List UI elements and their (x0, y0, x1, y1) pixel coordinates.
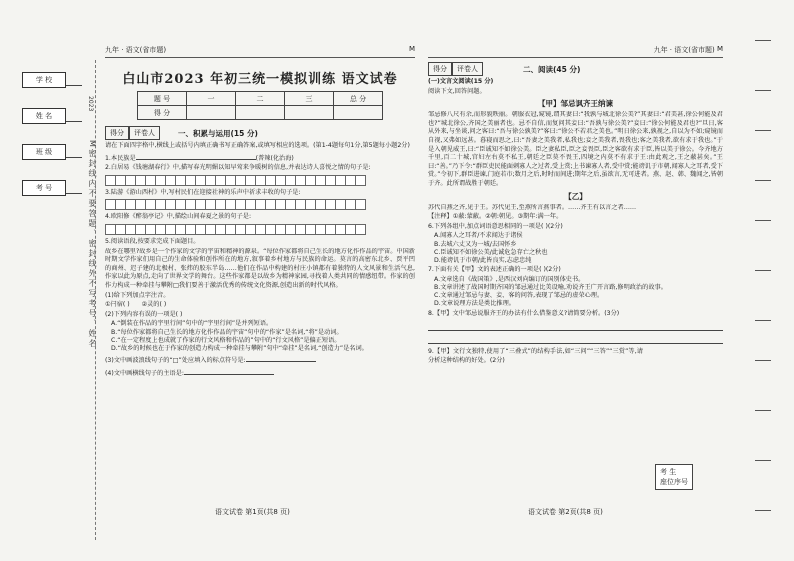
question-8: 8.【甲】文中邹忌说服齐王的办法有什么借鉴意义?请简要分析。(3分) (428, 309, 620, 317)
part-1-instructions: 阅读下文,回答问题。 (428, 87, 486, 95)
school-label: 学 校 (22, 72, 66, 88)
question-2: 2.白居易《钱塘湖春行》中,描写春光明媚以知早莺来争暖树的信息,并表达诗人喜悦之情的句子是: (105, 164, 371, 172)
q7-option-a: A.文章选自《战国策》,是西汉刘向编订的国别体史书。 (434, 275, 585, 283)
q6-option-b: B.去城六丈又为一城/去国怀乡 (434, 240, 517, 248)
option-d: D.“故乡的时候也在于作家的创造力构成一种牵挂与攀附”句中“牵挂”是名词,“创造力”是名词。 (111, 344, 368, 352)
score-table: 题 号 一 二 三 总 分 得 分 (137, 91, 383, 120)
class-label: 班 级 (22, 144, 66, 160)
answer-line[interactable] (428, 320, 723, 331)
part-1-heading: (一)文言文阅读(15 分) (428, 78, 494, 85)
seal-text: M密封线内不要答题、密封线外不写考号、姓名 (88, 140, 97, 349)
yi-title: 【乙】 (564, 191, 587, 201)
page-title: 白山市2023 年初三统一模拟训练 语文试卷 (122, 72, 398, 87)
exam-number-field[interactable] (22, 180, 82, 196)
question-7: 7.下面有关【甲】文的表述正确的一项是( )(2分) (428, 266, 561, 274)
section-2-heading: 二、阅读(45 分) (523, 64, 581, 74)
seat-number-box[interactable]: 考 生 座位序号 (655, 464, 693, 490)
question-4: 4.欧阳修《醉翁亭记》中,描绘山间春夏之景的句子是: (105, 213, 252, 221)
grader-box: 得分 评卷人 一、积累与运用(15 分) (105, 126, 415, 140)
option-b: B.“每位作家都将自己生长的地方化作作品的宇宙”句中的“作家”是名词,“将”是动词。 (111, 328, 343, 336)
question-5: 5.阅读语段,按要求完成下面题目。 (105, 237, 200, 245)
grader-box: 得分 评卷人 二、阅读(45 分) (428, 62, 723, 76)
right-margin-marks (735, 20, 790, 540)
q7-option-d: D.文章说理方法是类比推理。 (434, 300, 515, 308)
sub-question-1: (1)给下列加点字注音。 (105, 291, 170, 299)
sub-question-1-items: ①闩宿( ) ②灵的( ) (105, 301, 167, 309)
answer-grid[interactable] (105, 175, 415, 186)
option-c: C.“在一定程度上也成就了作家的行文风格和作品的”句中的“行文风格”是偏正短语。 (111, 336, 341, 344)
instructions: 请在下面四字格中,横线上或括号内填正确书写正确答案,或填写相应的选项。(第1-4题每句1分,第5题每小题2分) (105, 142, 410, 149)
yi-text: 苏代自燕之齐,见于王。苏代见王,至燕所言燕事者。……齐王有以言之者…… (428, 203, 637, 211)
school-field[interactable] (22, 72, 82, 88)
page-header: 九年 · 语文(省市题) M (105, 45, 415, 58)
q6-option-d: D.能谤讥于市朝/此皆良实,志虑忠纯 (434, 256, 532, 264)
name-label: 姓 名 (22, 108, 66, 124)
jia-title: 【甲】邹忌讽齐王纳谏 (538, 99, 613, 109)
jia-text: 邹忌修八尺有余,而形貌昳丽。朝服衣冠,窥镜,谓其妻曰:“我孰与城北徐公美?”其妻曰:“君美甚,徐公何能及君也?”城北徐公,齐国之美丽者也。忌不自信,而复问其妾曰:“吾孰与徐公美?”妾曰:“徐公何能及君也?”旦日,客从外来,与坐谈,问之客曰:“吾与徐公孰美?”客曰:“徐公不若君之美也。”明日徐公来,孰视之,自以为不如;窥镜而自视,又弗如远甚。暮寝而思之,曰:“吾妻之美我者,私我也;妾之美我者,畏我也;客之美我者,欲有求于我也。”于是入朝见威王,曰:“臣诚知不如徐公美。臣之妻私臣,臣之妾畏臣,臣之客欲有求于臣,皆以美于徐公。今齐地方千里,百二十城,宫妇左右莫不私王,朝廷之臣莫不畏王,四境之内莫不有求于王:由此观之,王之蔽甚矣。”王曰:“善。”乃下令:“群臣吏民能面刺寡人之过者,受上赏;上书谏寡人者,受中赏;能谤讥于市朝,闻寡人之耳者,受下赏。”令初下,群臣进谏,门庭若市;数月之后,时时而间进;期年之后,虽欲言,无可进者。燕、赵、韩、魏闻之,皆朝于齐。此所谓战胜于朝廷。 (428, 111, 723, 187)
answer-grid[interactable] (105, 224, 415, 235)
answer-grid[interactable] (105, 199, 415, 210)
class-field[interactable] (22, 144, 82, 160)
question-1: 1.本民族是 (普辣(化治海) (105, 152, 415, 164)
sub-question-4: (4)文中画横线句子的主语是: (105, 367, 415, 379)
answer-line[interactable] (136, 152, 256, 160)
binding-fields (22, 72, 82, 216)
section-1-heading: 一、积累与运用(15 分) (178, 128, 258, 138)
option-a: A.“倒装在作品的宇里行间”句中的“宇里行间”是并列短语。 (111, 320, 273, 328)
question-9: 9.【甲】文行文独特,使用了“三叠式”的结构手法,如“三问”“三答”“三赏”等,请分析这种结构的好处。(2分) (428, 348, 643, 364)
seal-dashed-line (95, 60, 96, 540)
page-1: 九年 · 语文(省市题) M 白山市2023 年初三统一模拟训练 语文试卷 题 号 一 二 三 总 分 得 分 得分 评卷人 一、积累与运用(15 分) 请在下面四字格中,横线上或括号内填正确书写正确答案,或填写相应的选项。(第1-4题每句1分,第5题每小题2分) 1.本民族是 (普辣(化治海) 2.白居易《钱塘湖春行》中,描写春光明媚以知早莺来争暖树的信息,并表达诗人喜悦之情的句子是: 3.陆游《游山西村》中,写村民们在迎接社神的乐声中祈求丰收的句子是: 4.欧阳修《醉翁亭记》中,描绘山间春夏之景的句子是: 5.阅读语段,按要求完成下面题目。 故乡在哪里?故乡是一个作家的文学的宇宙和精神的源泉。“每位作家都将自己生长的地方化作作品的宇宙。中国新时期文学作家们用自己的生命体验和创作所在的地方,叙事着乡村地方与民族的命运。莫言的高密东北乡、贾平凹的商州、迟子建的北极村、张炜的胶东半岛……他们在作品中构建的村庄小镇都有着独特的人文风景和生活气息,作家以此为原点,走向了世界文学的舞台。这些作家都是以故乡为精神家园,寻找着人类共同的情感纽带。作家的创作力构成一种牵挂与攀附□我们要善于激活优秀的传统文化资源,创造出新的时代风格。 (1)给下列加点字注音。 ①闩宿( ) ②灵的( ) (2)下列内容有误的一项是( ) A.“倒装在作品的宇里行间”句中的“宇里行间”是并列短语。 B.“每位作家都将自己生长的地方化作作品的宇宙”句中的“作家”是名词,“将”是动词。 C.“在一定程度上也成就了作家的行文风格和作品的”句中的“行文风格”是偏正短语。 D.“故乡的时候也在于作家的创造力构成一种牵挂与攀附”句中“牵挂”是名词,“创造力”是名词。 (3)文中画波浪线句子的“□”处应填入的标点符号是: (4)文中画横线句子的主语是: 语文试卷 第1页(共8 页) (105, 45, 415, 516)
question-6: 6.下列各组中,加点词语意思相同的一项是( )(2分) (428, 222, 563, 230)
sub-question-3: (3)文中画波浪线句子的“□”处应填入的标点符号是: (105, 354, 415, 366)
notes: 【注释】①蔽:蒙蔽。②朝:朝见。③期年:满一年。 (428, 213, 563, 221)
sub-question-2: (2)下列内容有误的一项是( ) (105, 310, 183, 318)
question-3: 3.陆游《游山西村》中,写村民们在迎接社神的乐声中祈求丰收的句子是: (105, 188, 301, 196)
q7-option-b: B.文章讲述了战国时期齐国的邹忌通过比美设喻,劝说齐王广开言路,修明政治的故事。 (434, 283, 667, 291)
q6-option-a: A.闻寡人之耳者/不求闻达于诸侯 (434, 232, 523, 240)
reading-passage: 故乡在哪里?故乡是一个作家的文学的宇宙和精神的源泉。“每位作家都将自己生长的地方化作作品的宇宙。中国新时期文学作家们用自己的生命体验和创作所在的地方,叙事着乡村地方与民族的命运。莫言的高密东北乡、贾平凹的商州、迟子建的北极村、张炜的胶东半岛……他们在作品中构建的村庄小镇都有着独特的人文风景和生活气息,作家以此为原点,走向了世界文学的舞台。这些作家都是以故乡为精神家园,寻找着人类共同的情感纽带。作家的创作力构成一种牵挂与攀附□我们要善于激活优秀的传统文化资源,创造出新的时代风格。 (105, 247, 415, 289)
page-header: 九年 · 语文(省市题) M (428, 45, 723, 58)
q6-option-c: C.臣诚知不如徐公美/此诚危急存亡之秋也 (434, 248, 548, 256)
answer-line[interactable] (428, 333, 723, 344)
q7-option-c: C.文章通过邹忌与妻、妾、客的问答,表现了邹忌的虚荣心理。 (434, 292, 604, 300)
name-field[interactable] (22, 108, 82, 124)
year-vertical: 2023 (87, 96, 94, 112)
exam-number-label: 考 号 (22, 180, 66, 196)
page-2: 九年 · 语文(省市题) M 得分 评卷人 二、阅读(45 分) (一)文言文阅读(15 分) 阅读下文,回答问题。 【甲】邹忌讽齐王纳谏 邹忌修八尺有余,而形貌昳丽。朝服衣冠,窥镜,谓其妻曰:“我孰与城北徐公美?”其妻曰:“君美甚,徐公何能及君也?”城北徐公,齐国之美丽者也。忌不自信,而复问其妾曰:“吾孰与徐公美?”妾曰:“徐公何能及君也?”旦日,客从外来,与坐谈,问之客曰:“吾与徐公孰美?”客曰:“徐公不若君之美也。”明日徐公来,孰视之,自以为不如;窥镜而自视,又弗如远甚。暮寝而思之,曰:“吾妻之美我者,私我也;妾之美我者,畏我也;客之美我者,欲有求于我也。”于是入朝见威王,曰:“臣诚知不如徐公美。臣之妻私臣,臣之妾畏臣,臣之客欲有求于臣,皆以美于徐公。今齐地方千里,百二十城,宫妇左右莫不私王,朝廷之臣莫不畏王,四境之内莫不有求于王:由此观之,王之蔽甚矣。”王曰:“善。”乃下令:“群臣吏民能面刺寡人之过者,受上赏;上书谏寡人者,受中赏;能谤讥于市朝,闻寡人之耳者,受下赏。”令初下,群臣进谏,门庭若市;数月之后,时时而间进;期年之后,虽欲言,无可进者。燕、赵、韩、魏闻之,皆朝于齐。此所谓战胜于朝廷。 【乙】 苏代自燕之齐,见于王。苏代见王,至燕所言燕事者。……齐王有以言之者…… 【注释】①蔽:蒙蔽。②朝:朝见。③期年:满一年。 6.下列各组中,加点词语意思相同的一项是( )(2分) A.闻寡人之耳者/不求闻达于诸侯 B.去城六丈又为一城/去国怀乡 C.臣诚知不如徐公美/此诚危急存亡之秋也 D.能谤讥于市朝/此皆良实,志虑忠纯 7.下面有关【甲】文的表述正确的一项是( )(2分) A.文章选自《战国策》,是西汉刘向编订的国别体史书。 B.文章讲述了战国时期齐国的邹忌通过比美设喻,劝说齐王广开言路,修明政治的故事。 C.文章通过邹忌与妻、妾、客的问答,表现了邹忌的虚荣心理。 D.文章说理方法是类比推理。 8.【甲】文中邹忌说服齐王的办法有什么借鉴意义?请简要分析。(3分) 9.【甲】文行文独特,使用了“三叠式”的结构手法,如“三问”“三答”“三赏”等,请分析这种结构的好处。(2分) 语文试卷 第2页(共8 页) (428, 45, 723, 516)
